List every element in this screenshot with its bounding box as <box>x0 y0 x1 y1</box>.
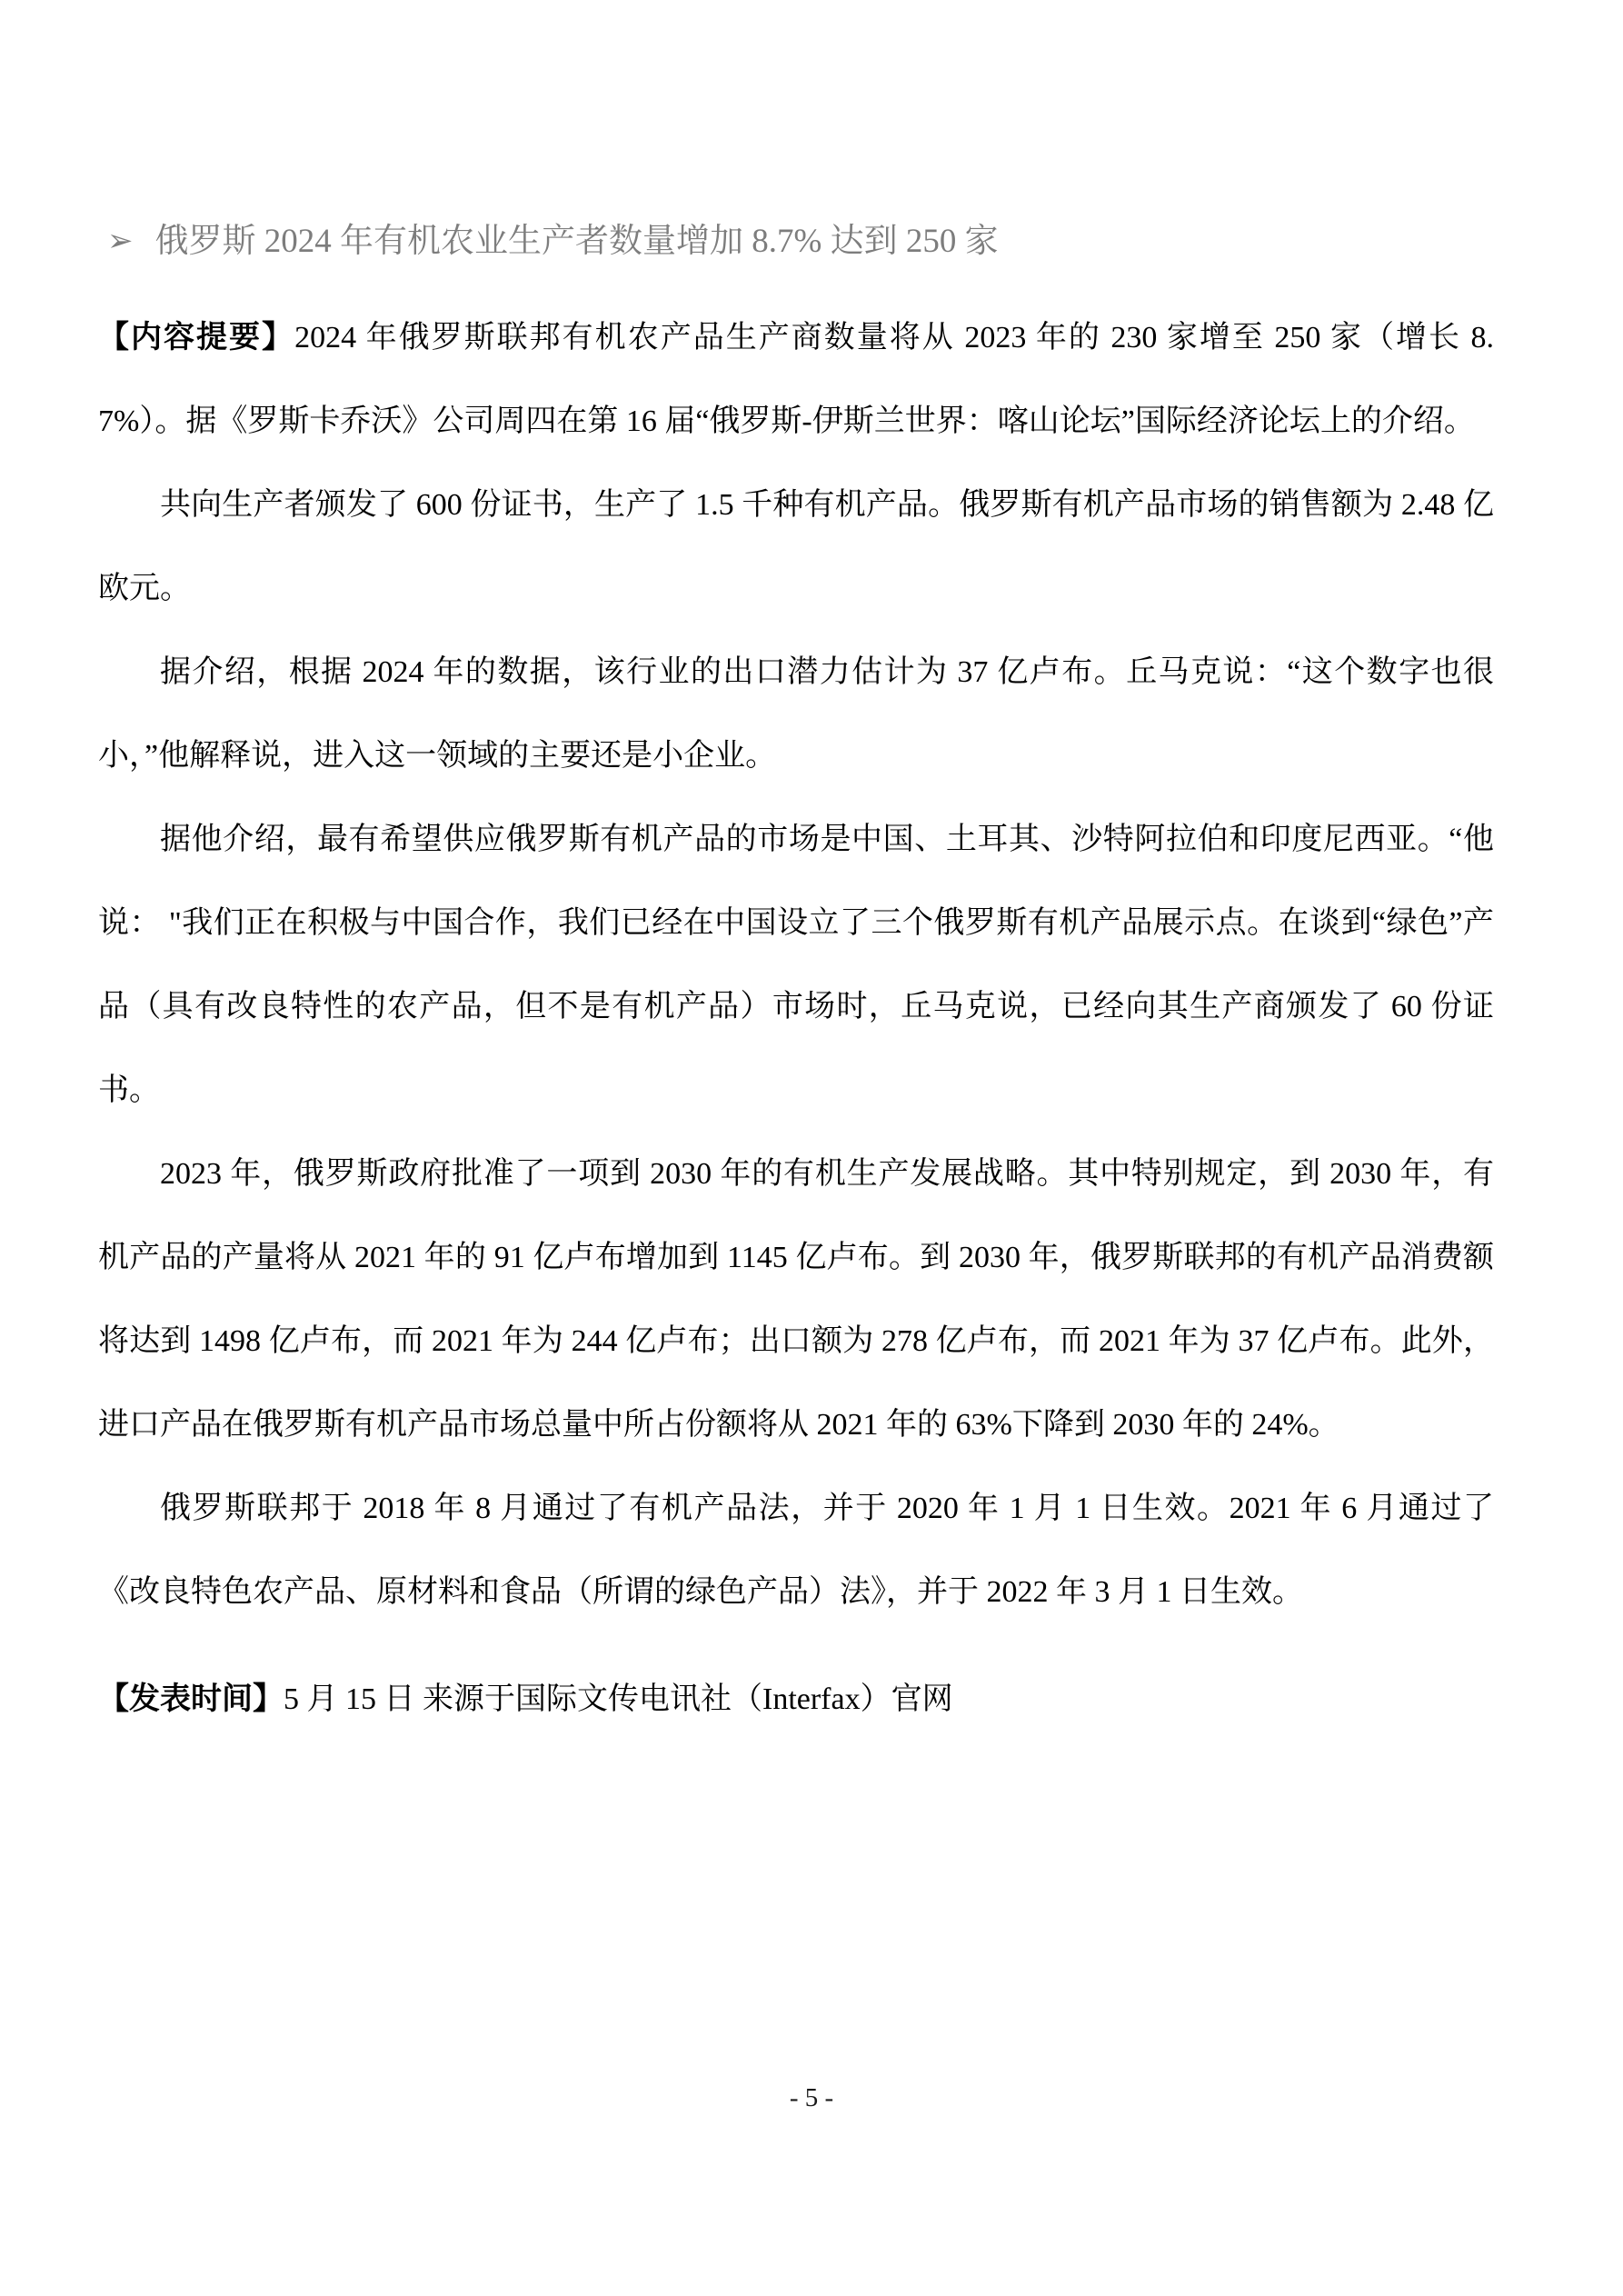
body-paragraph: 俄罗斯联邦于 2018 年 8 月通过了有机产品法，并于 2020 年 1 月 1 日生效。2021 年 6 月通过了《改良特色农产品、原材料和食品（所谓的绿色产品）法》，并于 2022 年 3 月 1 日生效。 <box>98 1492 1494 1609</box>
article-title <box>107 215 1494 269</box>
body-paragraph: 据介绍，根据 2024 年的数据，该行业的出口潜力估计为 37 亿卢布。丘马克说：“这个数字也很小，”他解释说，进入这一领域的主要还是小企业。 <box>98 655 1494 773</box>
page-number: - 5 - <box>789 2083 834 2112</box>
body-paragraph: 据他介绍，最有希望供应俄罗斯有机产品的市场是中国、土耳其、沙特阿拉伯和印度尼西亚。“他说： "我们正在积极与中国合作，我们已经在中国设立了三个俄罗斯有机产品展示点。在谈到“绿色”产品（具有改良特性的农产品，但不是有机产品）市场时，丘马克说，已经向其生产商颁发了 60 份证书。 <box>98 823 1494 1107</box>
arrow-bullet-icon: ➢ <box>107 225 134 258</box>
article-title-text: 俄罗斯 2024 年有机农业生产者数量增加 8.7% 达到 250 家 <box>154 223 999 260</box>
document-content <box>98 215 1494 1742</box>
body-paragraph: 2023 年，俄罗斯政府批准了一项到 2030 年的有机生产发展战略。其中特别规定，到 2030 年，有机产品的产量将从 2021 年的 91 亿卢布增加到 1145 亿卢布。到 2030 年，俄罗斯联邦的有机产品消费额将达到 1498 亿卢布，而 2021 年为 244 亿卢布；出口额为 278 亿卢布，而 2021 年为 37 亿卢布。此外，进口产品在俄罗斯有机产品市场总量中所占份额将从 2021 年的 63%下降到 2030 年的 24%。 <box>98 1157 1494 1442</box>
body-paragraph: 共向生产者颁发了 600 份证书，生产了 1.5 千种有机产品。俄罗斯有机产品市场的销售额为 2.48 亿欧元。 <box>98 488 1494 605</box>
publish-info-line <box>98 1658 1494 1742</box>
summary-paragraph <box>98 296 1494 464</box>
publish-label: 【发表时间】 <box>98 1682 284 1716</box>
summary-label: 【内容提要】 <box>98 321 295 354</box>
summary-text: 2024 年俄罗斯联邦有机农产品生产商数量将从 2023 年的 230 家增至 250 家（增长 8.7%）。据《罗斯卡乔沃》公司周四在第 16 届“俄罗斯-伊斯兰世界：喀山论坛”国际经济论坛上的介绍。 <box>98 321 1495 438</box>
publish-text: 5 月 15 日 来源于国际文传电讯社（Interfax）官网 <box>284 1682 953 1716</box>
